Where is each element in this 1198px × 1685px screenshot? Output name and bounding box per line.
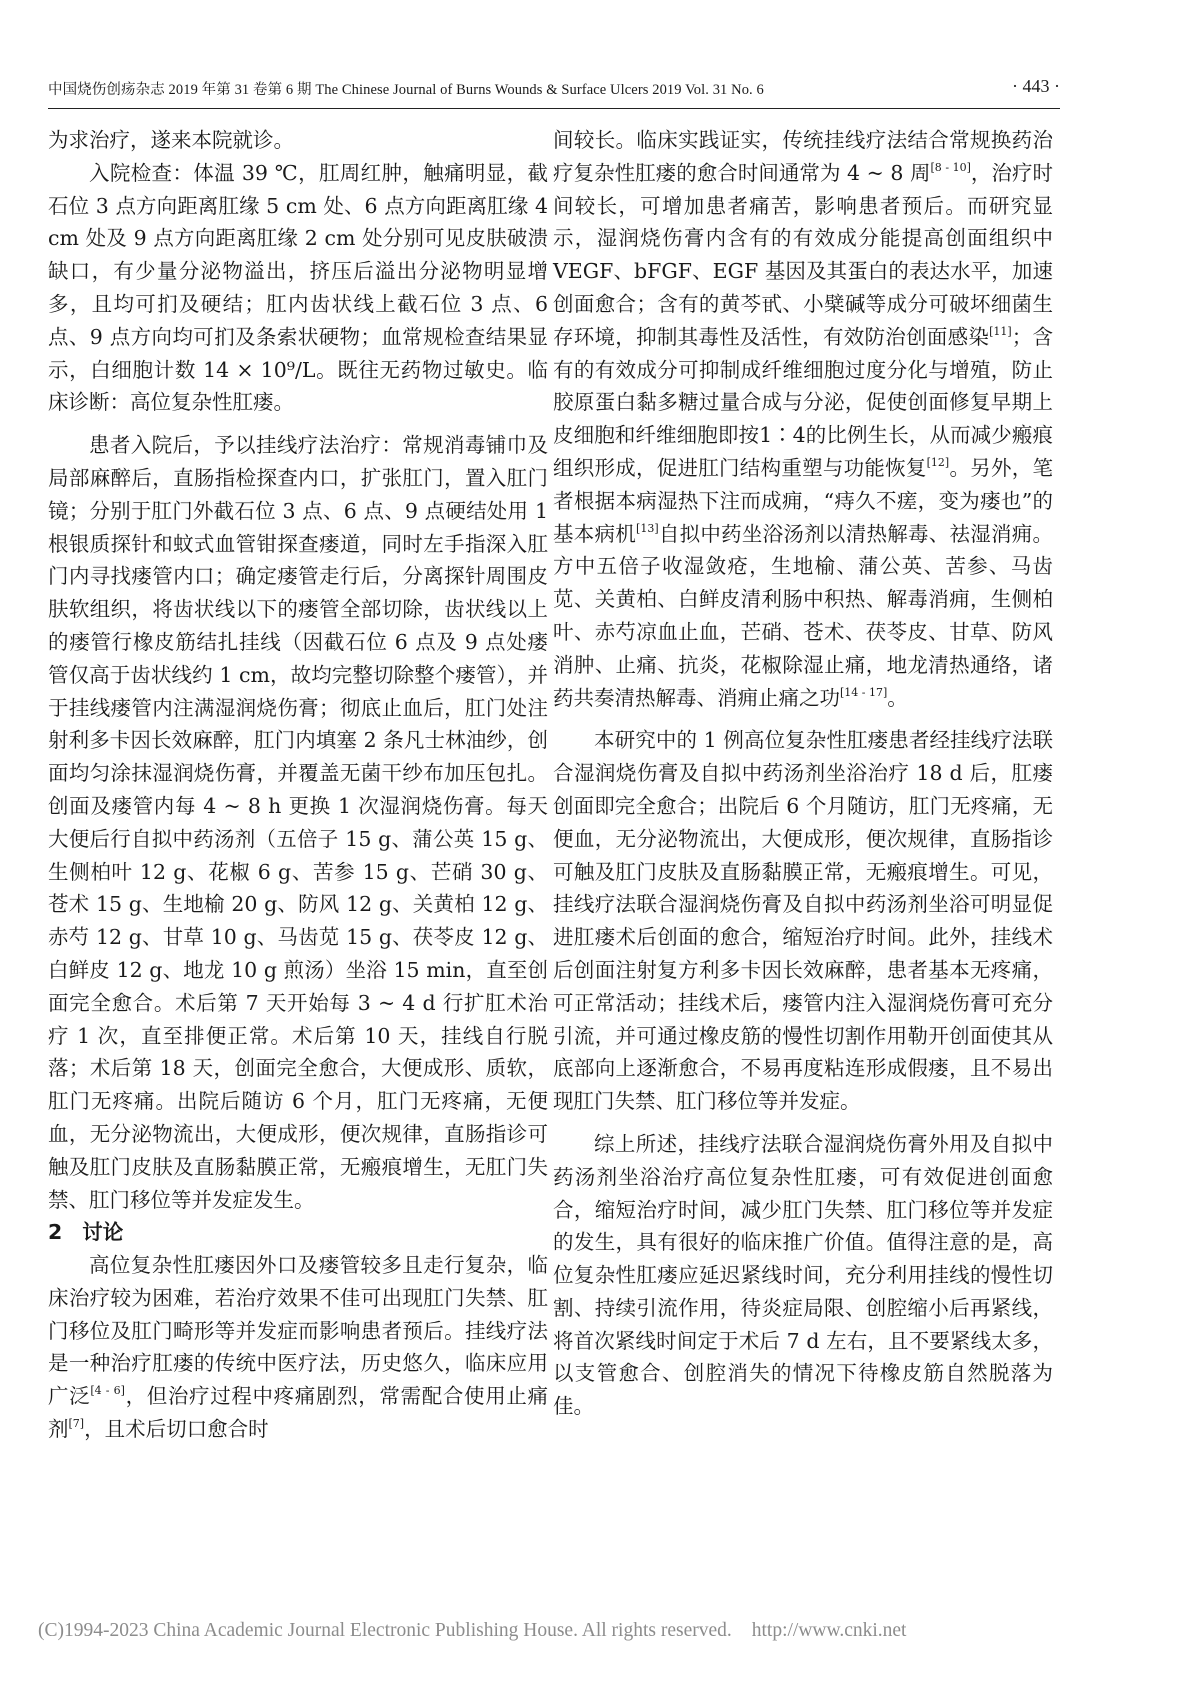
paragraph: 综上所述，挂线疗法联合湿润烧伤膏外用及自拟中药汤剂坐浴治疗高位复杂性肛瘘，可有效促进创面愈合，缩短治疗时间，减少肛门失禁、肛门移位等并发症的发生，具有很好的临床推广价值。值得注意的是，高位复杂性肛瘘应延迟紧线时间，充分利用挂线的慢性切割、持续引流作用，待炎症局限、创腔缩小后再紧线，将首次紧线时间定于术后 7 d 左右，且不要紧线太多，以支管愈合、创腔消失的情况下待橡皮筋自然脱落为佳。 [553,1131,1053,1419]
journal-citation: 中国烧伤创疡杂志 2019 年第 31 卷第 6 期 The Chinese Journal of Burns Wounds & Surface Ulcers 2019 Vol. 31 No. 6 [48,82,764,98]
left-column [48,124,548,1446]
section-number: 2 [48,1220,63,1245]
text-run: ；含有的有效成分可抑制成纤维细胞过度分化与增殖，防止胶原蛋白黏多糖过量合成与分泌，促使创面修复早期上皮细胞和纤维细胞即按1∶4的比例生长，从而减少瘢痕组织形成，促进肛门结构重塑与功能恢复 [553,324,1054,480]
section-heading [48,1216,548,1249]
paragraph [553,124,1053,714]
text-run: ，且术后切口愈合时 [84,1417,269,1442]
citation: [11] [989,324,1012,338]
paragraph: 入院检查：体温 39 ℃，肛周红肿，触痛明显，截石位 3 点方向距离肛缘 5 cm 处、6 点方向距离肛缘 4 cm 处及 9 点方向距离肛缘 2 cm 处分别可见皮肤破溃缺口，有少量分泌物溢出，挤压后溢出分泌物明显增多，且均可扪及硬结；肛内齿状线上截石位 3 点、6 点、9 点方向均可扪及条索状硬物；血常规检查结果显示，白细胞计数 14 × 10⁹/L。既往无药物过敏史。临床诊断：高位复杂性肛瘘。 [48,160,548,415]
copyright-text: (C)1994-2023 China Academic Journal Electronic Publishing House. All rights reserved. [38,1620,732,1641]
running-header [48,74,1060,109]
text-run: ，但治疗过程中疼痛剧烈，常需配合使用止痛剂 [48,1384,549,1442]
citation: [7] [68,1417,85,1431]
text-run: 自拟中药坐浴汤剂以清热解毒、祛湿消痈。方中五倍子收湿敛疮，生地榆、蒲公英、苦参、马齿苋、关黄柏、白鲜皮清利肠中积热、解毒消痈，生侧柏叶、赤芍凉血止血，芒硝、苍术、茯苓皮、甘草、防风消肿、止痛、抗炎，花椒除湿止痛，地龙清热通络，诸药共奏清热解毒、消痈止痛之功 [553,521,1054,710]
text-run: 间较长。临床实践证实，传统挂线疗法结合常规换药治疗复杂性肛瘘的愈合时间通常为 4 ~ 8 周 [553,128,1053,185]
paragraph: 为求治疗，遂来本院就诊。 [48,128,294,152]
citation: [13] [636,521,659,535]
citation: [12] [926,455,950,469]
paragraph: 本研究中的 1 例高位复杂性肛瘘患者经挂线疗法联合湿润烧伤膏及自拟中药汤剂坐浴治疗 18 d 后，肛瘘创面即完全愈合；出院后 6 个月随访，肛门无疼痛，无便血，无分泌物流出，大便成形，便次规律，直肠指诊可触及肛门皮肤及直肠黏膜正常，无瘢痕增生。可见，挂线疗法联合湿润烧伤膏及自拟中药汤剂坐浴可明显促进肛瘘术后创面的愈合，缩短治疗时间。此外，挂线术后创面注射复方利多卡因长效麻醉，患者基本无疼痛，可正常活动；挂线术后，瘘管内注入湿润烧伤膏可充分引流，并可通过橡皮筋的慢性切割作用勒开创面使其从底部向上逐渐愈合，不易再度粘连形成假瘘，且不易出现肛门失禁、肛门移位等并发症。 [553,728,1053,1114]
paragraph [48,1249,548,1446]
text-run: ，治疗时间较长，可增加患者痛苦，影响患者预后。而研究显示，湿润烧伤膏内含有的有效成分能提高创面组织中 VEGF、bFGF、EGF 基因及其蛋白的表达水平，加速创面愈合；含有的黄芩甙、小檗碱等成分可破坏细菌生存环境，抑制其毒性及活性，有效防治创面感染 [553,160,1053,349]
right-column [553,124,1053,1423]
citation: [4 - 6] [90,1384,125,1398]
citation: [14 - 17] [840,685,888,699]
text-run: 。另外，笔者根据本病湿热下注而成痈，“痔久不瘥，变为瘘也”的基本病机 [553,455,1054,546]
footer-url: http://www.cnki.net [751,1620,907,1641]
text-run: 高位复杂性肛瘘因外口及瘘管较多且走行复杂，临床治疗较为困难，若治疗效果不佳可出现肛门失禁、肛门移位及肛门畸形等并发症而影响患者预后。挂线疗法是一种治疗肛瘘的传统中医疗法，历史悠久，临床应用广泛 [48,1253,548,1409]
citation: [8 - 10] [930,160,971,174]
copyright-footer [38,1620,906,1642]
section-title: 讨论 [82,1220,124,1245]
page-number: · 443 · [1012,76,1060,96]
paragraph: 患者入院后，予以挂线疗法治疗：常规消毒铺巾及局部麻醉后，直肠指检探查内口，扩张肛门，置入肛门镜；分别于肛门外截石位 3 点、6 点、9 点硬结处用 1 根银质探针和蚊式血管钳探查瘘道，同时左手指深入肛门内寻找瘘管内口；确定瘘管走行后，分离探针周围皮肤软组织，将齿状线以下的瘘管全部切除，齿状线以上的瘘管行橡皮筋结扎挂线（因截石位 6 点及 9 点处瘘管仅高于齿状线约 1 cm，故均完整切除整个瘘管），并于挂线瘘管内注满湿润烧伤膏；彻底止血后，肛门处注射利多卡因长效麻醉，肛门内填塞 2 条凡士林油纱，创面均匀涂抹湿润烧伤膏，并覆盖无菌干纱布加压包扎。创面及瘘管内每 4 ~ 8 h 更换 1 次湿润烧伤膏。每天大便后行自拟中药汤剂（五倍子 15 g、蒲公英 15 g、生侧柏叶 12 g、花椒 6 g、苦参 15 g、芒硝 30 g、苍术 15 g、生地榆 20 g、防风 12 g、关黄柏 12 g、赤芍 12 g、甘草 10 g、马齿苋 15 g、茯苓皮 12 g、白鲜皮 12 g、地龙 10 g 煎汤）坐浴 15 min，直至创面完全愈合。术后第 7 天开始每 3 ~ 4 d 行扩肛术治疗 1 次，直至排便正常。术后第 10 天，挂线自行脱落；术后第 18 天，创面完全愈合，大便成形、质软，肛门无疼痛。出院后随访 6 个月，肛门无疼痛，无便血，无分泌物流出，大便成形，便次规律，直肠指诊可触及肛门皮肤及直肠黏膜正常，无瘢痕增生，无肛门失禁、肛门移位等并发症发生。 [48,433,548,1212]
text-run: 。 [887,685,908,710]
